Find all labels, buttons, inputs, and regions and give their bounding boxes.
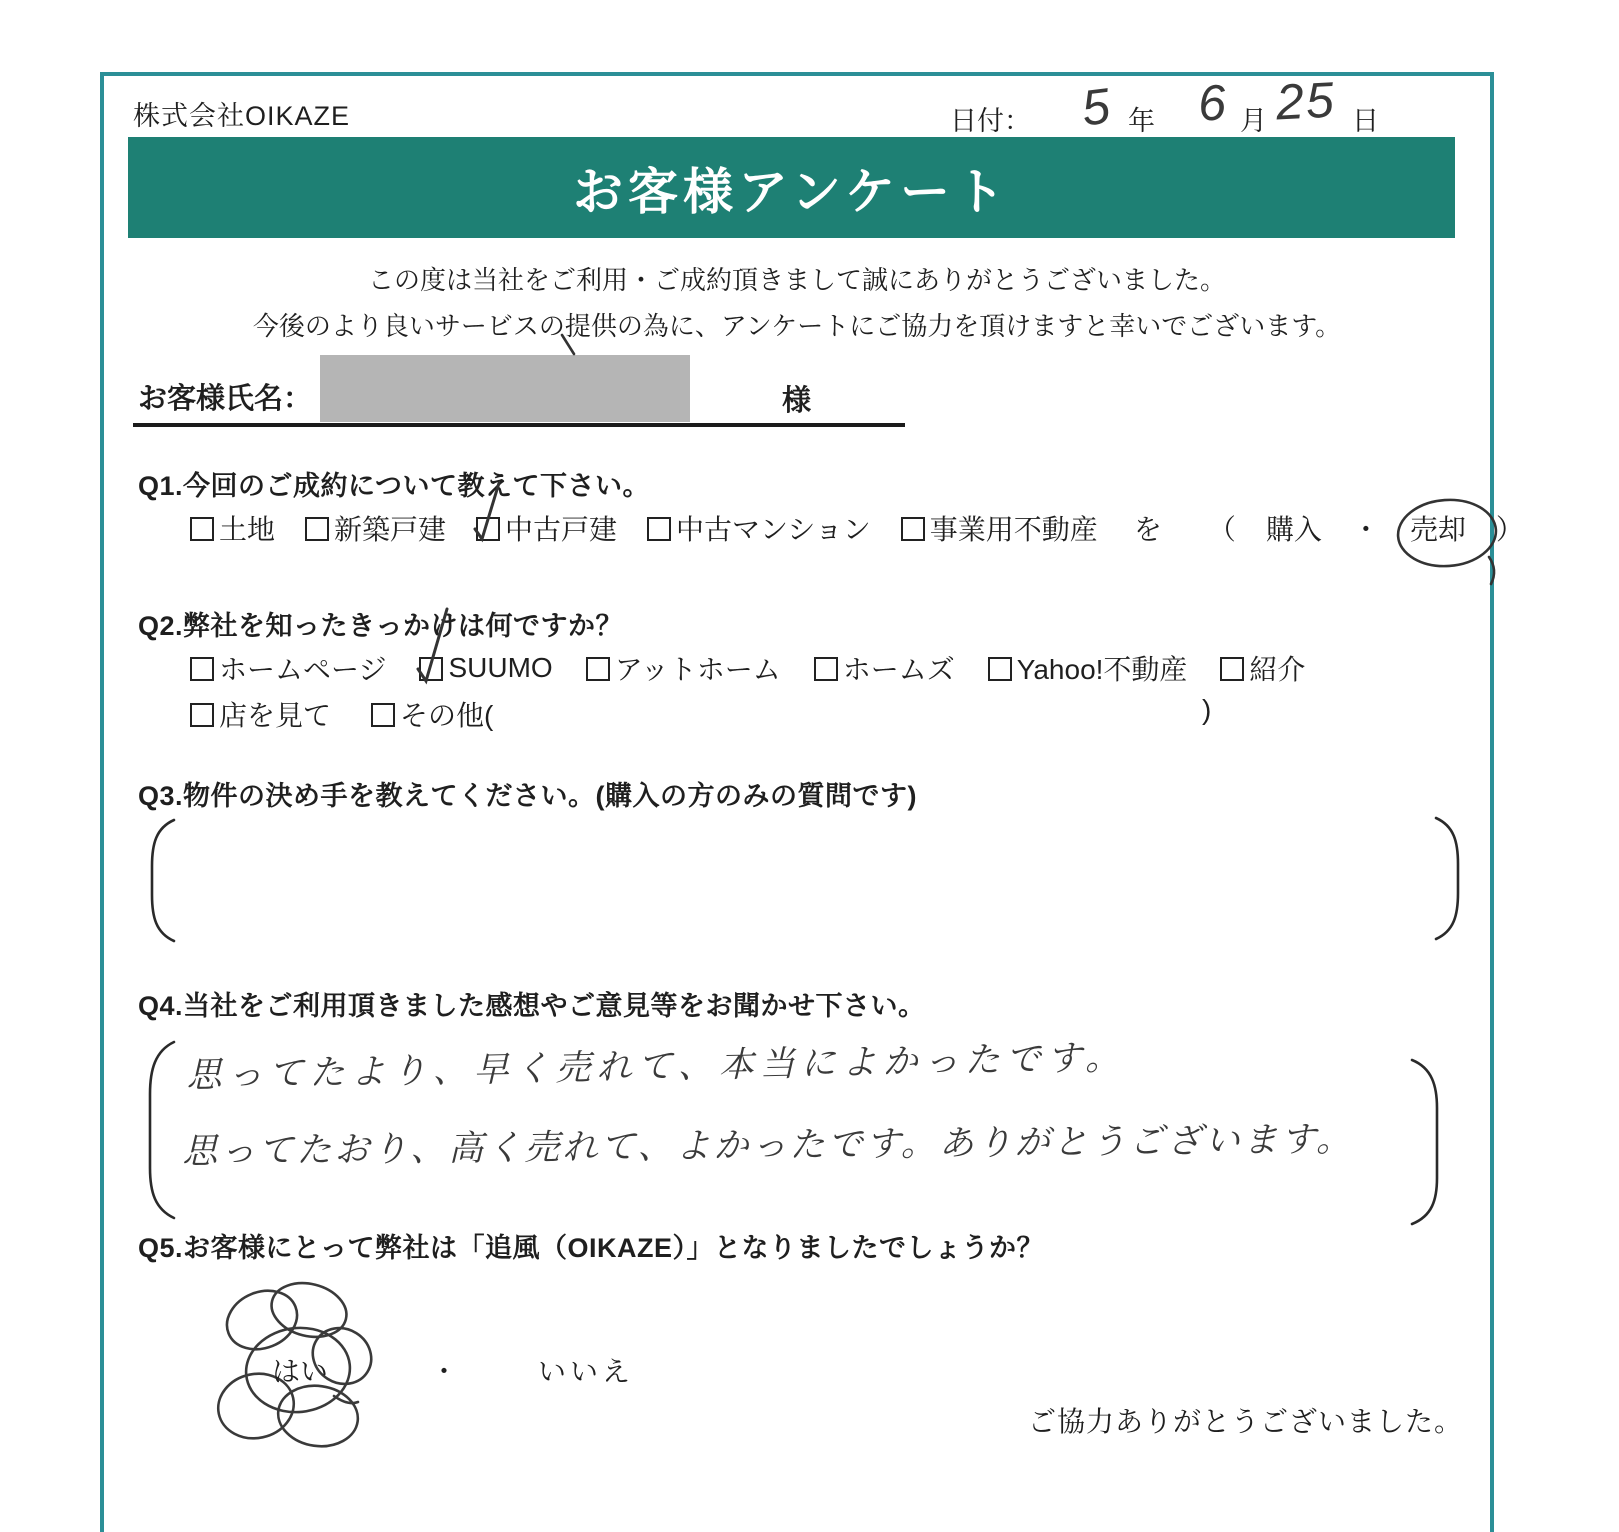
title-banner (128, 137, 1455, 238)
date-label: 日付： (950, 106, 1031, 136)
greeting-line-1: この度は当社をご利用・ご成約頂きまして誠にありがとうございました。 (367, 265, 1226, 295)
q2-heading: Q2.弊社を知ったきっかけは何ですか？ (138, 611, 624, 641)
company-name: 株式会社OIKAZE (133, 101, 351, 131)
option-label: 事業用不動産 (929, 514, 1098, 545)
q1-option-jigyoyo (901, 508, 1098, 548)
checkbox-icon[interactable] (305, 517, 329, 541)
customer-name-redacted (320, 355, 690, 422)
q2-option-suumo (419, 652, 552, 684)
q4-answer-line-1: 思ってたより、早く売れて、本当によかったです。 (186, 1037, 1127, 1095)
customer-name-label: お客様氏名： (138, 383, 313, 415)
checkbox-icon[interactable] (371, 703, 395, 727)
q1-option-chuko-kodate (476, 508, 617, 548)
date-year-unit: 年 (1128, 106, 1155, 136)
q3-left-bracket (148, 818, 178, 943)
option-label: ホームページ (219, 654, 387, 685)
checkbox-icon[interactable] (190, 657, 214, 681)
q4-right-bracket (1408, 1058, 1442, 1226)
option-label: 新築戸建 (334, 514, 447, 545)
q2-option-yahoo (988, 648, 1188, 688)
q2-options-row-2 (190, 694, 493, 734)
q1-heading: Q1.今回のご成約について教えて下さい。 (138, 471, 650, 501)
option-label: 中古戸建 (505, 514, 618, 545)
q2-options-row-1 (190, 648, 1305, 688)
q3-answer-area[interactable] (200, 850, 1400, 930)
q1-option-shinchiku (305, 508, 446, 548)
q2-option-mise (190, 694, 331, 734)
q1-choice-sell[interactable]: 売却 (1410, 508, 1466, 548)
q3-heading: Q3.物件の決め手を教えてください。(購入の方のみの質問です) (138, 781, 918, 811)
q1-option-tochi (190, 508, 275, 548)
q5-answer-dot: ・ (430, 1356, 459, 1387)
option-label: 中古マンション (676, 514, 871, 545)
checkbox-icon[interactable] (190, 517, 214, 541)
handwriting-stray-mark (556, 332, 580, 358)
checkbox-icon[interactable] (1220, 657, 1244, 681)
q2-other-close-paren: ) (1202, 694, 1212, 725)
option-label: Yahoo!不動産 (1016, 654, 1188, 685)
q5-answer-no[interactable]: いいえ (538, 1356, 635, 1387)
date-month-unit: 月 (1240, 106, 1267, 136)
q2-option-shokai (1220, 648, 1305, 688)
q2-option-athome (586, 648, 781, 688)
checkbox-icon[interactable] (190, 703, 214, 727)
q4-answer-line-2: 思ってたおり、高く売れて、よかったです。ありがとうございます。 (182, 1119, 1355, 1171)
checkbox-icon[interactable] (647, 517, 671, 541)
q1-paren-open: （ (1207, 514, 1236, 545)
q4-left-bracket (146, 1040, 178, 1220)
option-label: 店を見て (219, 700, 332, 731)
honorific-label: 様 (782, 385, 812, 417)
page-title: お客様アンケート (573, 163, 1010, 220)
checkbox-icon[interactable] (419, 657, 443, 681)
closing-message: ご協力ありがとうございました。 (1028, 1406, 1464, 1437)
name-underline (133, 423, 905, 427)
option-label: SUUMO (448, 652, 553, 683)
checkbox-icon[interactable] (814, 657, 838, 681)
q4-heading: Q4.当社をご利用頂きました感想やご意見等をお聞かせ下さい。 (138, 991, 926, 1021)
checkbox-icon[interactable] (476, 517, 500, 541)
q1-option-chuko-mansion (647, 508, 871, 548)
date-year-value: 5 (1078, 77, 1114, 137)
checkbox-icon[interactable] (988, 657, 1012, 681)
option-label: ホームズ (842, 654, 955, 685)
q5-heading: Q5.お客様にとって弊社は「追風（OIKAZE）」となりましたでしょうか？ (138, 1233, 1044, 1263)
checkbox-icon[interactable] (901, 517, 925, 541)
option-label: 紹介 (1249, 654, 1306, 685)
q3-right-bracket (1432, 816, 1462, 941)
option-label: 土地 (219, 514, 276, 545)
q2-option-homepage (190, 648, 386, 688)
q1-options-row (190, 508, 1524, 548)
option-label: その他( (400, 700, 494, 731)
checkbox-icon[interactable] (586, 657, 610, 681)
q1-choice-dot: ・ (1351, 514, 1380, 545)
q2-option-sonota (371, 694, 493, 734)
q1-particle: を (1133, 514, 1162, 545)
q1-choice-buy[interactable]: 購入 (1265, 514, 1322, 545)
q1-paren-close: ） (1495, 514, 1524, 545)
date-day-value: 25 (1274, 71, 1338, 131)
option-label: アットホーム (614, 654, 781, 685)
date-day-unit: 日 (1352, 106, 1379, 136)
greeting-line-2: 今後のより良いサービスの提供の為に、アンケートにご協力を頂けますと幸いでございます。 (252, 311, 1342, 341)
date-month-value: 6 (1196, 74, 1228, 132)
q2-option-homes (814, 648, 955, 688)
q5-answer-yes[interactable]: はい (272, 1356, 329, 1387)
